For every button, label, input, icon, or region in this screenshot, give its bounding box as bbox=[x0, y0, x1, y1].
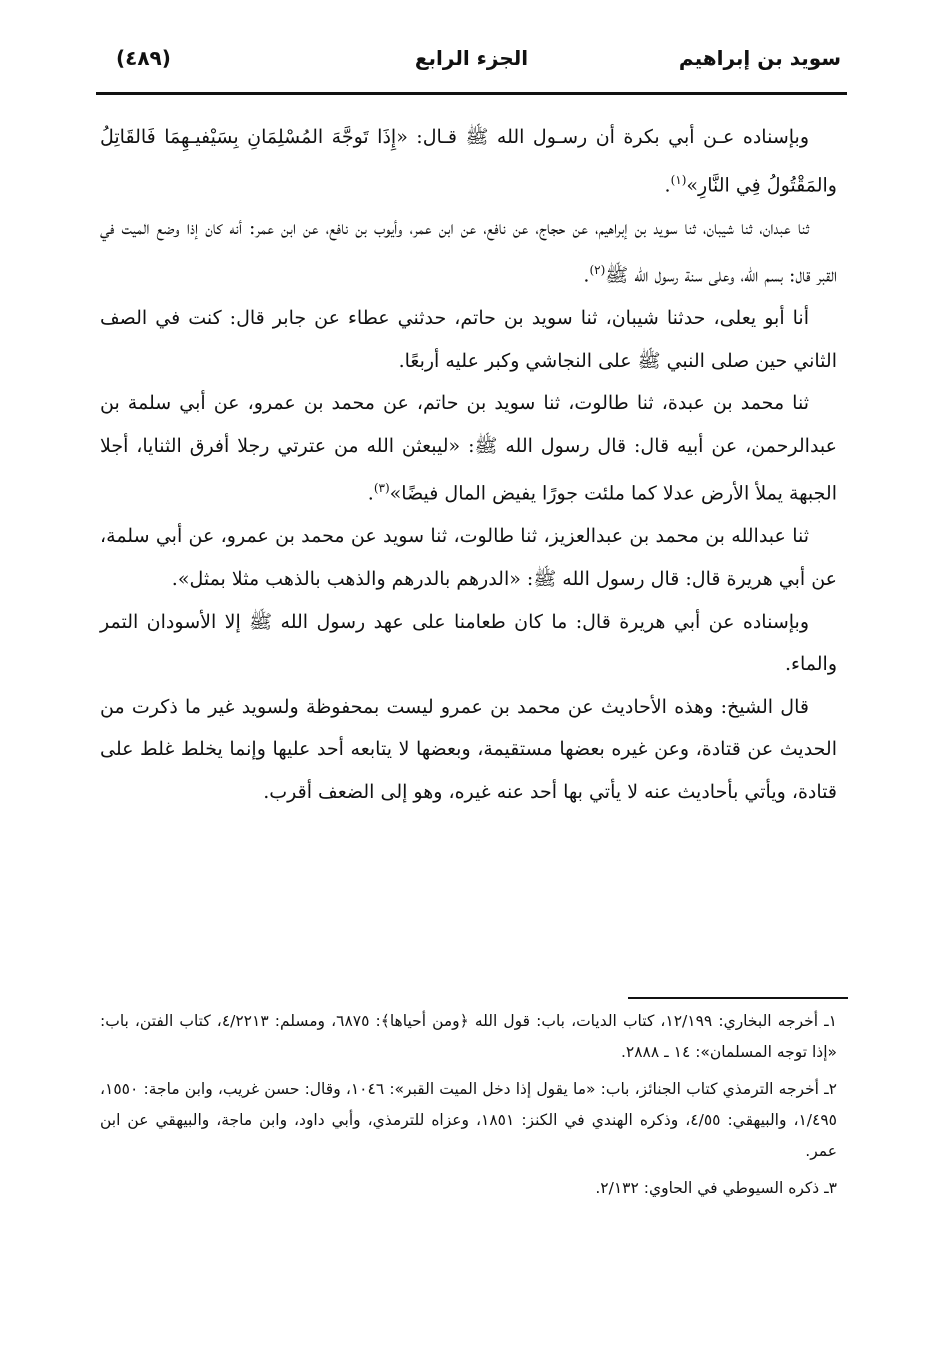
paragraph: قال الشيخ: وهذه الأحاديث عن محمد بن عمرو ليست بمحفوظة ولسويد غير ما ذكرت من الحديث عن قتادة، وعن غيره بعضها مستقيمة، وبعضها لا يتابعه أحد عليها وإنما يخلط غلط على قتادة، ويأتي بأحاديث عنه لا يأتي بها أحد عنه غيره، وهو إلى الضعف أقرب. bbox=[100, 695, 838, 803]
footnote-ref: (٣) bbox=[373, 481, 390, 496]
footnote: ٢ـ أخرجه الترمذي كتاب الجنائز، باب: «ما يقول إذا دخل الميت القبر»: ١٠٤٦، وقال: حسن غريب، وابن ماجة: ١٥٥٠، ١/٤٩٥، والبيهقي: ٤/٥٥، وذكره الهندي في الكنز: ١٨٥١، وعزاه للترمذي، وأبي داود، وابن ماجة، والبيهقي عن ابن عمر. bbox=[100, 1080, 837, 1160]
footnote: ٣ـ ذكره السيوطي في الحاوي: ٢/١٣٢. bbox=[595, 1179, 837, 1197]
book-title: سويد بن إبراهيم bbox=[678, 46, 841, 70]
footnote-ref: (٢) bbox=[589, 263, 606, 278]
page-number: (٤٨٩) bbox=[116, 46, 171, 70]
footnote: ١ـ أخرجه البخاري: ١٢/١٩٩، كتاب الديات، باب: قول الله ﴿ومن أحياها﴾: ٦٨٧٥، ومسلم: ٤/٢٢١٣، كتاب الفتن، باب: «إذا توجه المسلمان»: ١٤ ـ ٢٨٨٨. bbox=[100, 1012, 837, 1061]
page-header bbox=[96, 40, 847, 95]
paragraph: ثنا عبدان، ثنا شيبان، ثنا سويد بن إبراهيم، عن حجاج، عن نافع، عن ابن عمر، وأيوب بن نافع، عن ابن عمر: أنه كان إذا وضع الميت في القبر قال: بسم الله، وعلى سنة رسول الله ﷺ$^{(٢)}$. bbox=[100, 216, 837, 287]
paragraph: أنا أبو يعلى، حدثنا شيبان، ثنا سويد بن حاتم، حدثني عطاء عن جابر قال: كنت في الصف الثاني حين صلى النبي ﷺ على النجاشي وكبر عليه أربعًا. bbox=[100, 307, 837, 372]
paragraph: ثنا عبدالله بن محمد بن عبدالعزيز، ثنا طالوت، ثنا سويد عن محمد بن عمرو، عن أبي سلمة، عن أبي هريرة قال: قال رسول الله ﷺ: «الدرهم بالدرهم والذهب بالذهب مثلا بمثل». bbox=[100, 525, 837, 590]
main-text bbox=[100, 116, 837, 813]
part-title: الجزء الرابع bbox=[414, 46, 529, 70]
footnote-ref: (١) bbox=[670, 172, 687, 187]
footnotes bbox=[100, 1006, 837, 1210]
footnote-separator bbox=[628, 997, 848, 999]
paragraph: وبإسناده عن أبي هريرة قال: ما كان طعامنا على عهد رسول الله ﷺ إلا الأسودان التمر والماء. bbox=[100, 610, 837, 676]
paragraph: وبإسناده عـن أبي بكرة أن رسـول الله ﷺ قـال: «إِذَا تَوجَّهَ المُسْلِمَانِ بِسَيْفيـهِمَا فَالقَاتِلُ والمَقْتُولُ فِي النَّارِ»$^{(١)}$. bbox=[100, 126, 837, 196]
paragraph: ثنا محمد بن عبدة، ثنا طالوت، ثنا سويد بن حاتم، عن محمد بن عمرو، عن أبي سلمة بن عبدالرحمن، عن أبيه قال: قال رسول الله ﷺ: «ليبعثن الله من عترتي رجلا أفرق الثنايا، أجلا الجبهة يملأ الأرض عدلا كما ملئت جورًا يفيض المال فيضًا»$^{(٣)}$. bbox=[100, 392, 837, 505]
